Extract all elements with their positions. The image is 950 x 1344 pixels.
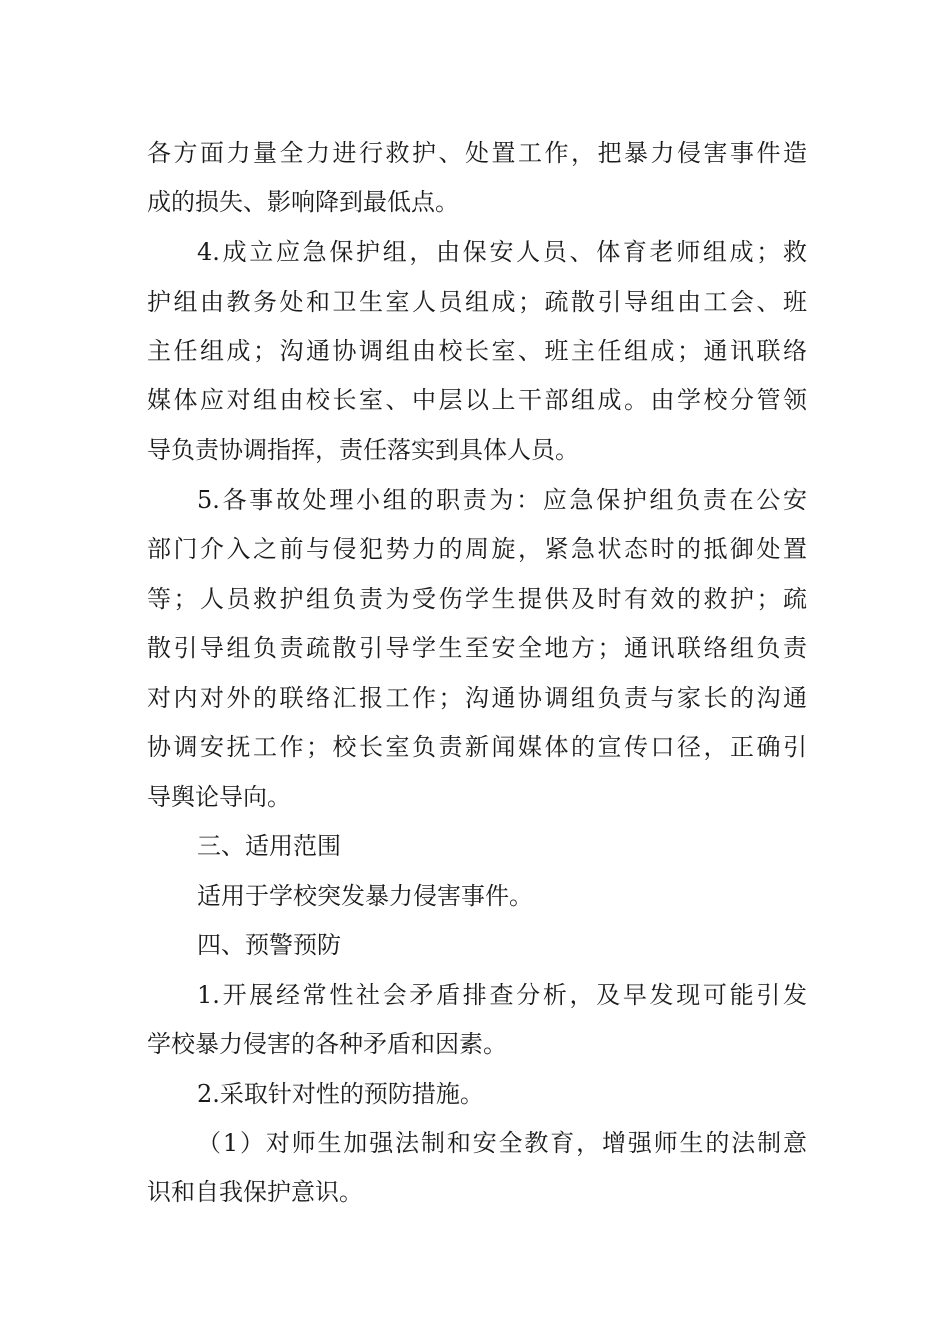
text-line: 1.开展经常性社会矛盾排查分析，及早发现可能引发 [197, 981, 807, 1009]
text-line: 等；人员救护组负责为受伤学生提供及时有效的救护；疏 [147, 585, 807, 613]
text-line: 适用于学校突发暴力侵害事件。 [197, 882, 533, 910]
text-line: 识和自我保护意识。 [147, 1178, 363, 1206]
text-line: 散引导组负责疏散引导学生至安全地方；通讯联络组负责 [147, 634, 807, 662]
text-line: 成的损失、影响降到最低点。 [147, 188, 459, 216]
text-line: 导舆论导向。 [147, 783, 291, 811]
text-line: 导负责协调指挥，责任落实到具体人员。 [147, 436, 579, 464]
text-line: 各方面力量全力进行救护、处置工作，把暴力侵害事件造 [147, 139, 807, 167]
section-heading: 三、适用范围 [197, 832, 341, 860]
text-line: 2.采取针对性的预防措施。 [197, 1080, 484, 1108]
text-line: 主任组成；沟通协调组由校长室、班主任组成；通讯联络 [147, 337, 807, 365]
text-line: 部门介入之前与侵犯势力的周旋，紧急状态时的抵御处置 [147, 535, 807, 563]
text-line: 学校暴力侵害的各种矛盾和因素。 [147, 1030, 507, 1058]
text-line: 护组由教务处和卫生室人员组成；疏散引导组由工会、班 [147, 288, 807, 316]
text-line: （1）对师生加强法制和安全教育，增强师生的法制意 [197, 1129, 807, 1157]
text-line: 协调安抚工作；校长室负责新闻媒体的宣传口径，正确引 [147, 733, 807, 761]
section-heading: 四、预警预防 [197, 931, 341, 959]
text-line: 5.各事故处理小组的职责为：应急保护组负责在公安 [197, 486, 807, 514]
text-line: 对内对外的联络汇报工作；沟通协调组负责与家长的沟通 [147, 684, 807, 712]
text-line: 4.成立应急保护组，由保安人员、体育老师组成；救 [197, 238, 807, 266]
text-line: 媒体应对组由校长室、中层以上干部组成。由学校分管领 [147, 386, 807, 414]
